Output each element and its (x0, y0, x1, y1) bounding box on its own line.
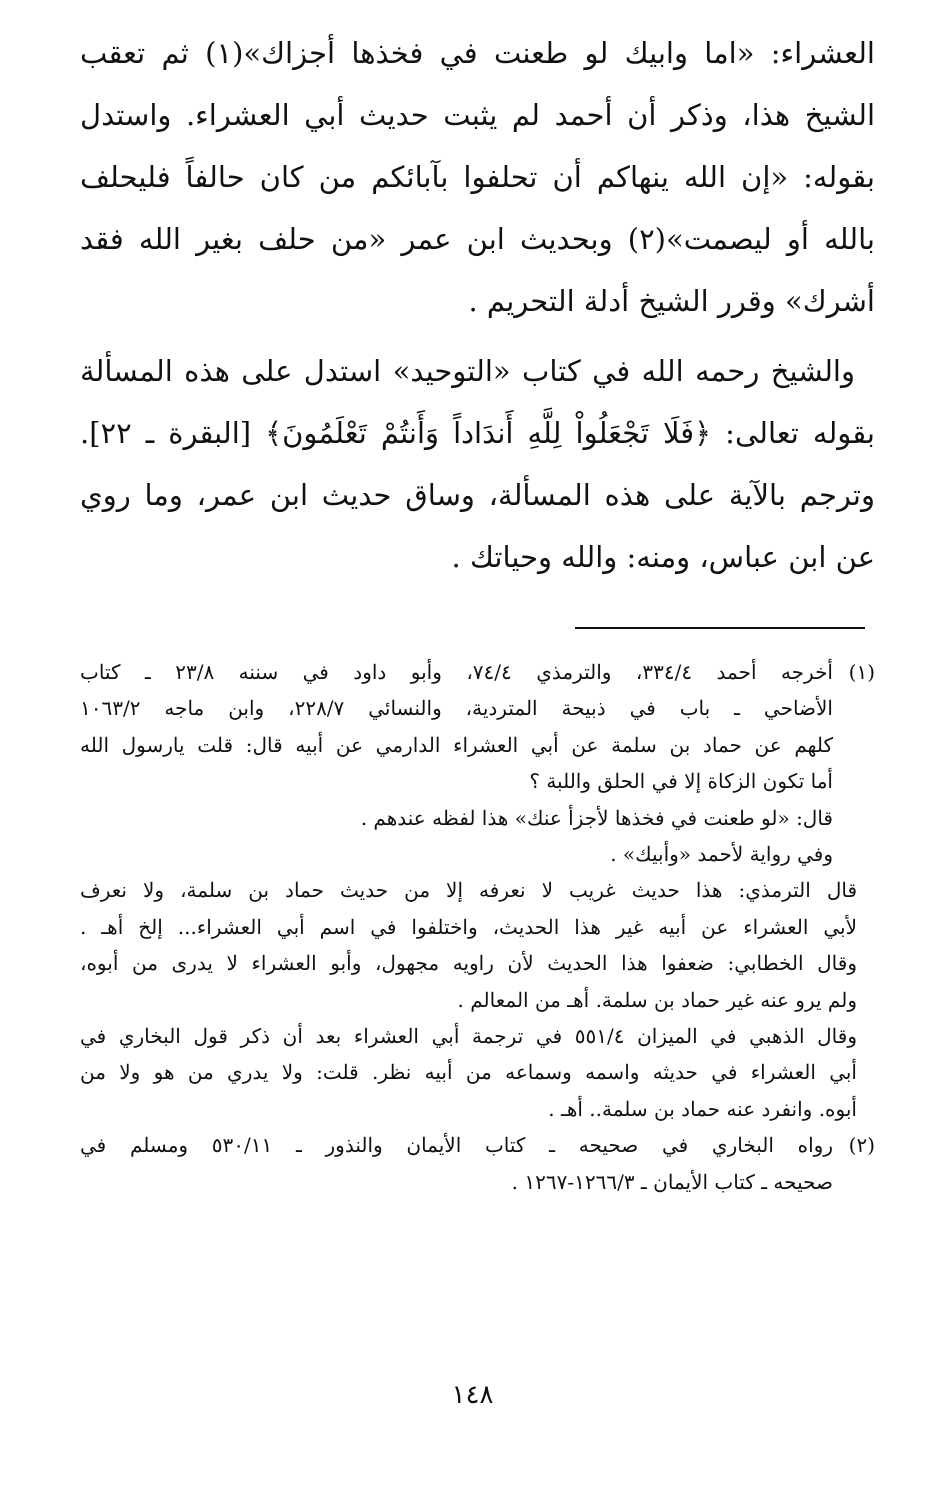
page-number: ١٤٨ (451, 1380, 494, 1410)
footnote-1-line-6: وفي رواية لأحمد «وأبيك» . (610, 842, 833, 867)
footnote-2-line-2: صحيحه ـ كتاب الأيمان ـ ١٢٦٦/٣-١٢٦٧ . (511, 1169, 833, 1194)
footnote-1-line-1 (80, 654, 875, 690)
footnote-1-line-13: أبوه. وانفرد عنه حماد بن سلمة.. أهـ . (548, 1096, 857, 1121)
footnote-2-line-1-text: رواه البخاري في صحيحه ـ كتاب الأيمان والنذور ـ ٥٣٠/١١ ومسلم في (80, 1133, 833, 1158)
main-paragraph-1: العشراء: «اما وابيك لو طعنت في فخذها أجزاك»(١) ثم تعقب الشيخ هذا، وذكر أن أحمد لم يثبت حديث أبي العشراء. واستدل بقوله: «إن الله ينهاكم أن تحلفوا بآبائكم من كان حالفاً فليحلف بالله أو ليصمت»(٢) وبحديث ابن عمر «من حلف بغير الله فقد أشرك» وقرر الشيخ أدلة التحريم . (80, 36, 875, 318)
footnote-1-line-5: قال: «لو طعنت في فخذها لأجزأ عنك» هذا لفظه عندهم . (360, 805, 833, 830)
main-text-body (80, 22, 875, 588)
footnote-1-line-9: وقال الخطابي: ضعفوا هذا الحديث لأن راويه مجهول، وأبو العشراء لا يدرى من أبوه، (80, 951, 857, 976)
footnote-1-line-1-text: أخرجه أحمد ٣٣٤/٤، والترمذي ٧٤/٤، وأبو داود في سننه ٢٣/٨ ـ كتاب (80, 660, 833, 684)
footnote-1-line-12: أبي العشراء في حديثه واسمه وسماعه من أبيه نظر. قلت: ولا يدري من هو ولا من (80, 1060, 857, 1085)
footnote-1-line-7: قال الترمذي: هذا حديث غريب لا نعرفه إلا من حديث حماد بن سلمة، ولا نعرف (80, 878, 857, 903)
footnotes-section (80, 654, 875, 1200)
footnote-1-line-10: ولم يرو عنه غير حماد بن سلمة. أهـ من المعالم . (457, 987, 857, 1012)
footnote-1-marker: (١) (848, 660, 875, 684)
footnote-separator-line (575, 627, 865, 629)
footnote-1-line-2: الأضاحي ـ باب في ذبيحة المتردية، والنسائي ٢٢٨/٧، وابن ماجه ١٠٦٣/٢ (80, 696, 833, 721)
footnote-1-line-8: لأبي العشراء عن أبيه غير هذا الحديث، واختلفوا في اسم أبي العشراء... إلخ أهـ . (80, 914, 857, 939)
main-paragraph-2-text: والشيخ رحمه الله في كتاب «التوحيد» استدل على هذه المسألة بقوله تعالى: ﴿فَلَا تَجْعَلُواْ لِلَّهِ أَندَاداً وَأَنتُمْ تَعْلَمُونَ﴾ [البقرة ـ ٢٢]. وترجم بالآية على هذه المسألة، وساق حديث ابن عمر، وما روي عن ابن عباس، ومنه: والله وحياتك . (80, 354, 875, 574)
footnote-2-marker: (٢) (848, 1133, 875, 1158)
footnote-1-line-11: وقال الذهبي في الميزان ٥٥١/٤ في ترجمة أبي العشراء بعد أن ذكر قول البخاري في (80, 1024, 857, 1049)
footnote-2-line-1 (80, 1127, 875, 1163)
footnote-1-line-4: أما تكون الزكاة إلا في الحلق واللبة ؟ (529, 769, 833, 794)
footnote-1-line-3: كلهم عن حماد بن سلمة عن أبي العشراء الدارمي عن أبيه قال: قلت يارسول الله (80, 732, 833, 757)
main-paragraph-2 (80, 340, 875, 588)
